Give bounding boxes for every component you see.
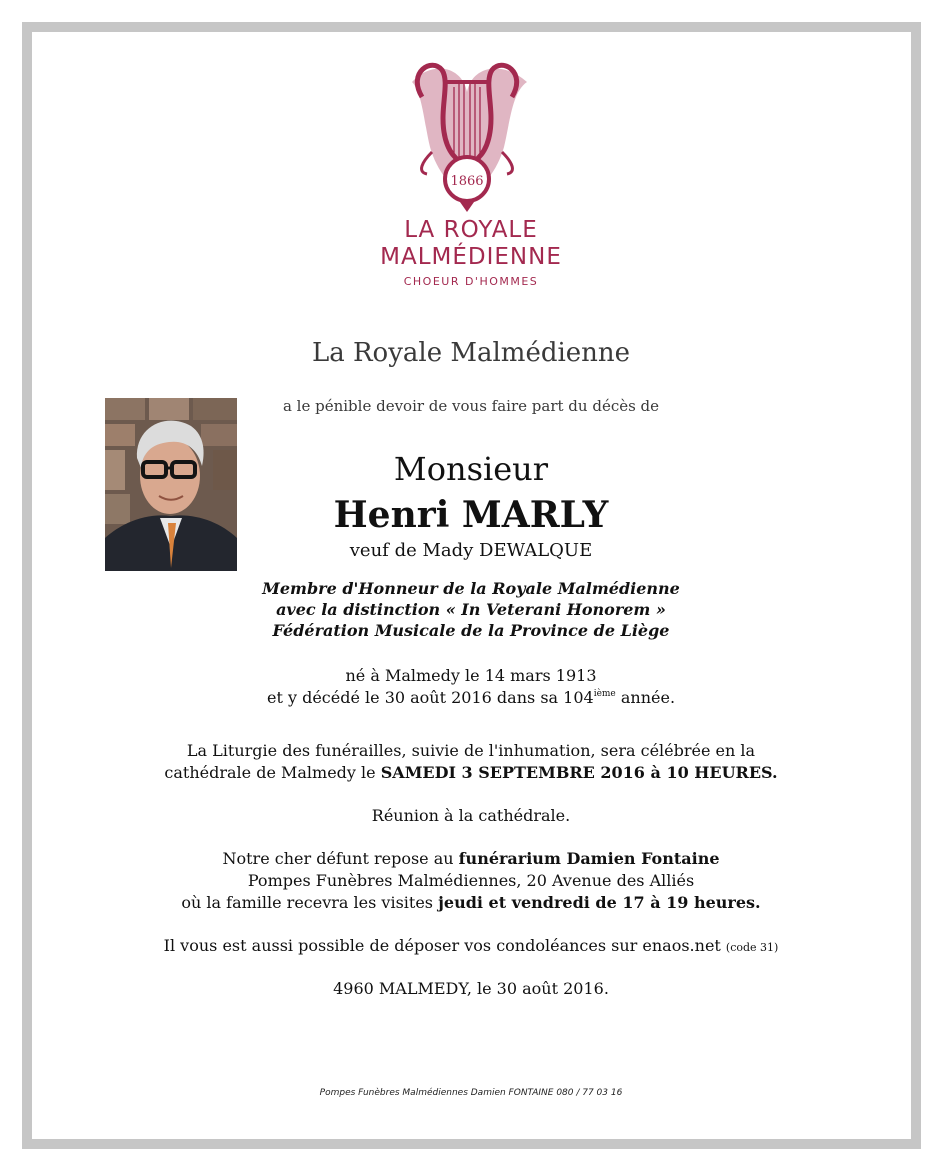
resting-place-line: Pompes Funèbres Malmédiennes, 20 Avenue des Alliés [247, 871, 695, 890]
intro-text: a le pénible devoir de vous faire part du décès de [282, 397, 660, 415]
resting-place-line: Notre cher défunt repose au funérarium Damien Fontaine [222, 849, 720, 868]
meeting-info: Réunion à la cathédrale. [371, 806, 571, 825]
honor-line: Membre d'Honneur de la Royale Malmédienne [262, 579, 680, 598]
condolences-line: Il vous est aussi possible de déposer vos condoléances sur enaos.net (code 31) [163, 936, 779, 955]
deceased-name: Henri MARLY [333, 494, 609, 536]
death-info: et y décédé le 30 août 2016 dans sa 104ième année. [266, 688, 676, 707]
logo-subtitle: CHOEUR D'HOMMES [403, 275, 539, 288]
liturgy-line: cathédrale de Malmedy le SAMEDI 3 SEPTEMBRE 2016 à 10 HEURES. [164, 763, 778, 782]
logo-name-line1: LA ROYALE [404, 217, 538, 243]
honor-line: avec la distinction « In Veterani Honorem » [276, 600, 666, 619]
visits-line: où la famille recevra les visites jeudi et vendredi de 17 à 19 heures. [181, 893, 761, 912]
place-date: 4960 MALMEDY, le 30 août 2016. [333, 979, 609, 998]
liturgy-line: La Liturgie des funérailles, suivie de l'inhumation, sera célébrée en la [186, 741, 756, 760]
logo-year: 1866 [450, 174, 484, 189]
honor-line: Fédération Musicale de la Province de Liège [272, 621, 670, 640]
lyre-logo-icon [392, 52, 542, 217]
footer-funeral-home: Pompes Funèbres Malmédiennes Damien FONTAINE 080 / 77 03 16 [319, 1088, 623, 1098]
widow-of: veuf de Mady DEWALQUE [349, 540, 593, 561]
birth-info: né à Malmedy le 14 mars 1913 [345, 666, 597, 685]
organization-name: La Royale Malmédienne [311, 338, 631, 368]
logo-name-line2: MALMÉDIENNE [380, 244, 562, 270]
honorific: Monsieur [393, 450, 549, 488]
